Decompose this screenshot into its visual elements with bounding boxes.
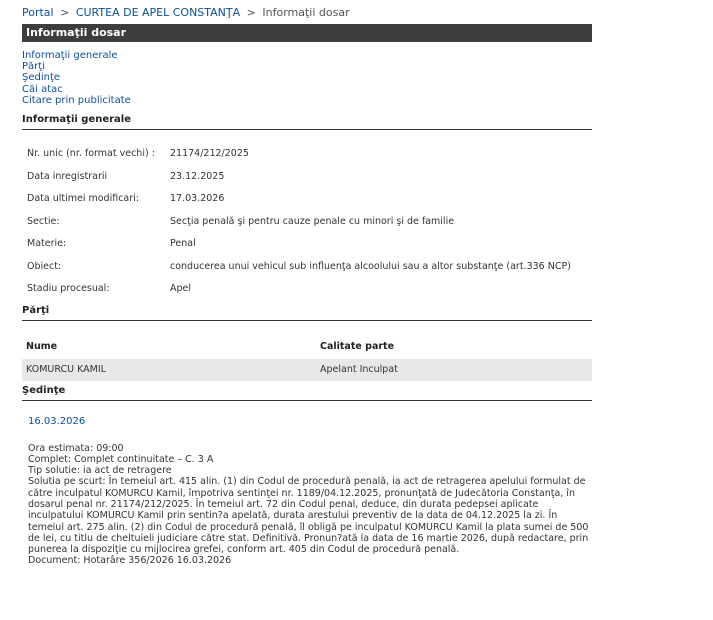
- info-row: [22, 188, 592, 211]
- nav-link-cai-atac[interactable]: Căi atac: [22, 83, 63, 95]
- party-name: KOMURCU KAMIL: [26, 363, 106, 375]
- info-value: Secţia penală şi pentru cauze penale cu minori şi de familie: [170, 215, 455, 227]
- hearing-estimated-time: Ora estimata: 09:00: [28, 442, 124, 454]
- info-value: 17.03.2026: [170, 193, 225, 205]
- breadcrumb-portal-link[interactable]: Portal: [22, 6, 54, 19]
- hearing-panel: Complet: Complet continuitate – C. 3 A: [28, 453, 214, 465]
- info-value: Penal: [170, 238, 196, 250]
- info-row: [22, 278, 592, 301]
- nav-link-parti[interactable]: Părţi: [22, 61, 45, 73]
- info-value: Apel: [170, 283, 192, 295]
- nav-link-general-info[interactable]: Informaţii generale: [22, 50, 118, 61]
- info-label: Materie:: [27, 238, 67, 250]
- info-row: [22, 166, 592, 189]
- info-row: [22, 143, 592, 166]
- info-value: conducerea unui vehicul sub influenţa alcoolului sau a altor substanţe (art.336 NCP): [170, 260, 571, 272]
- breadcrumb: [22, 7, 592, 19]
- info-label: Stadiu procesual:: [27, 283, 110, 295]
- info-value: 23.12.2025: [170, 170, 225, 182]
- party-role: Apelant Inculpat: [320, 363, 398, 375]
- general-info-table: [22, 143, 592, 301]
- breadcrumb-separator: >: [60, 6, 70, 19]
- info-label: Obiect:: [27, 260, 62, 272]
- info-label: Data ultimei modificari:: [27, 193, 139, 205]
- parti-table-header: [22, 335, 592, 359]
- info-label: Sectie:: [27, 215, 60, 227]
- column-header-role: Calitate parte: [320, 340, 395, 352]
- hearing-solution-type: Tip solutie: ia act de retragere: [28, 465, 172, 477]
- hearing-solution-summary: Solutia pe scurt: În temeiul art. 415 alin. (1) din Codul de procedură penală, ia act de retragerea apelului formulat de către inculpatul KOMURCU Kamil, împotriva sentinţei nr. 1189/04.12.2025, pronunţată de Judecătoria Constanţa, în dosarul penal nr. 21174/212/2025. În temeiul art. 72 din Codul penal, deduce, din durata pedepsei aplicate inculpatului KOMURCU Kamil prin sentin?a apelată, durata arestului preventiv de la data de 04.12.2025 la zi. În temeiul art. 275 alin. (2) din Codul de procedură penală, îl obligă pe inculpatul KOMURCU Kamil la plata sumei de 500 de lei, cu titlu de cheltuieli judiciare către stat. Definitivă. Pronun?ată la data de 16 martie 2026, după redactare, prin punerea la dispoziţie cu mijlocirea grefei, conform art. 405 din Codul de procedură penală.: [28, 476, 589, 556]
- hearing-date: 16.03.2026: [28, 415, 86, 427]
- info-label: Nr. unic (nr. format vechi) :: [27, 148, 155, 160]
- breadcrumb-separator: >: [246, 6, 256, 19]
- page: [22, 0, 592, 567]
- info-row: [22, 233, 592, 256]
- nav-link-citare[interactable]: Citare prin publicitate: [22, 94, 131, 106]
- column-header-name: Nume: [26, 340, 58, 352]
- info-value: 21174/212/2025: [170, 148, 249, 160]
- table-row: [22, 359, 592, 381]
- hearing-document: Document: Hotarâre 356/2026 16.03.2026: [28, 555, 232, 567]
- info-row: [22, 211, 592, 234]
- general-info-heading: Informaţii generale: [22, 114, 592, 130]
- info-row: [22, 256, 592, 279]
- parti-table: [22, 335, 592, 381]
- page-title: Informaţii dosar: [22, 24, 592, 42]
- sedinte-heading: Şedinţe: [22, 385, 592, 401]
- breadcrumb-court-link[interactable]: CURTEA DE APEL CONSTANŢA: [75, 6, 241, 19]
- info-label: Data inregistrarii: [27, 170, 108, 182]
- breadcrumb-current: Informaţii dosar: [262, 6, 350, 19]
- nav-link-sedinte[interactable]: Şedinţe: [22, 72, 61, 84]
- section-nav: [22, 50, 592, 106]
- hearing-details: [22, 443, 592, 567]
- parti-heading: Părţi: [22, 305, 592, 321]
